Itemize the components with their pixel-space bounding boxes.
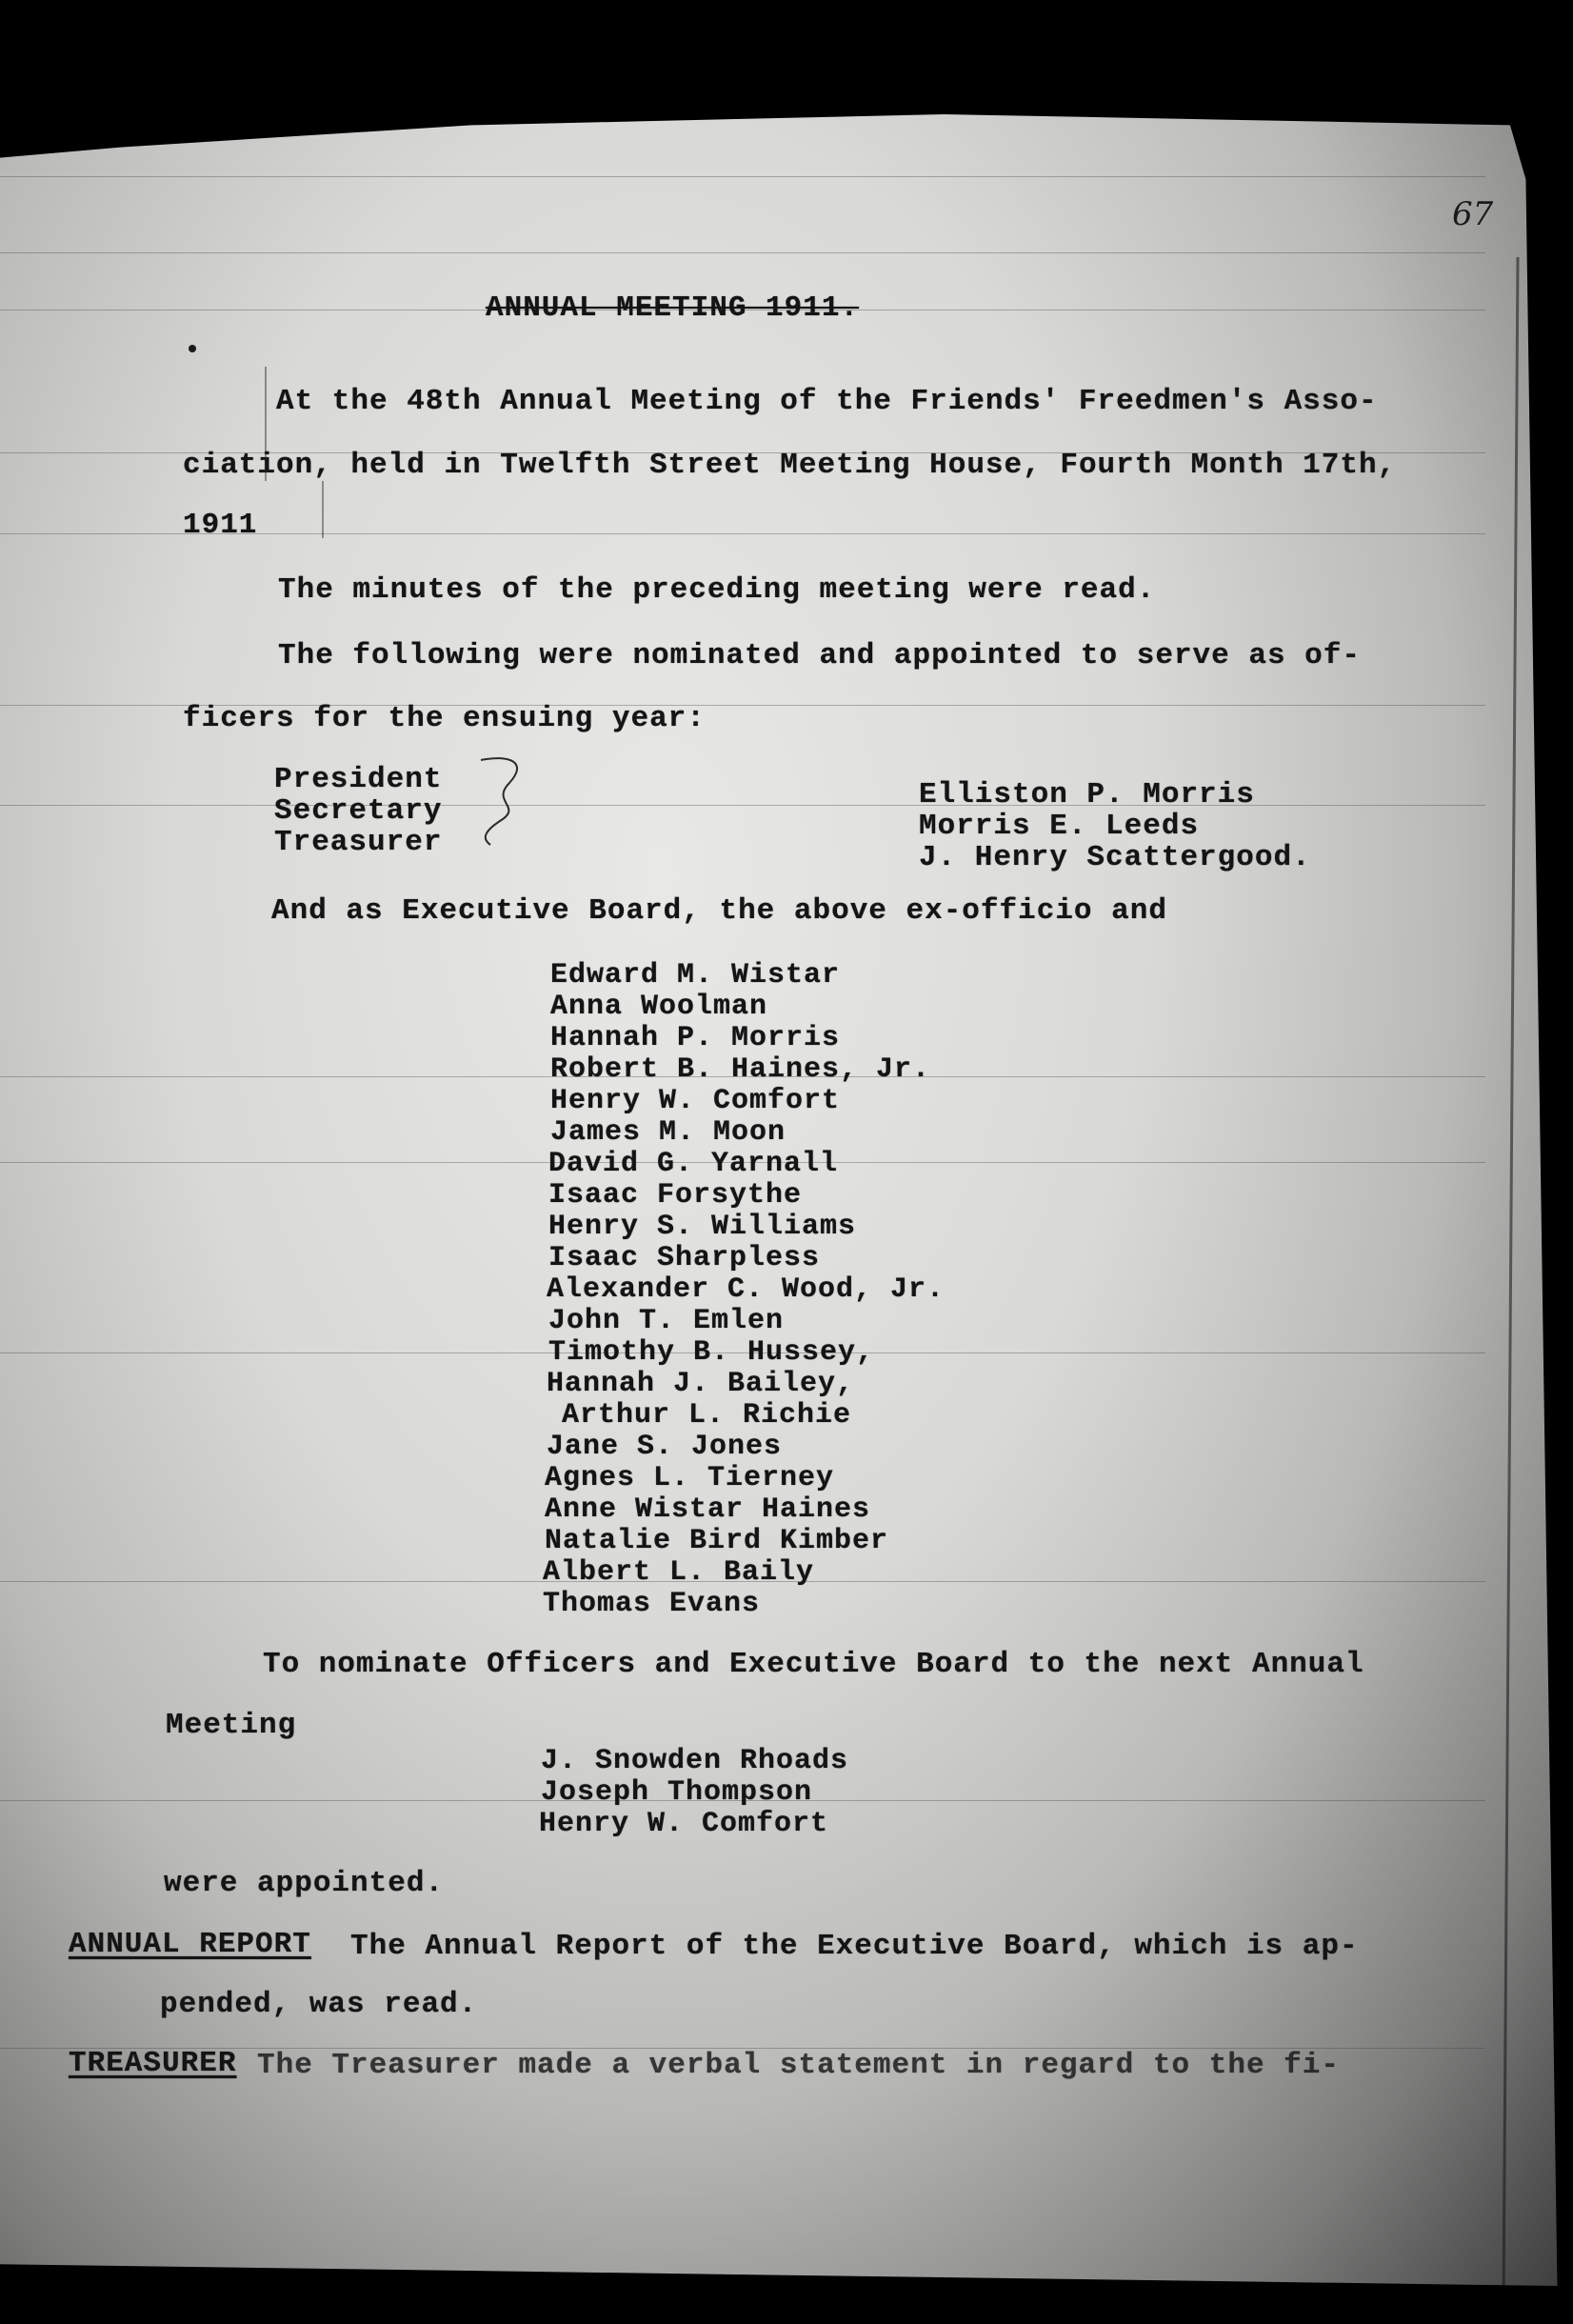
board-member: David G. Yarnall — [548, 1148, 839, 1180]
committee-member: Joseph Thompson — [541, 1776, 813, 1809]
nominated-line-2: ficers for the ensuing year: — [183, 702, 706, 735]
intro-line-3: 1911 — [183, 509, 258, 542]
board-member: John T. Emlen — [548, 1305, 785, 1337]
treasurer-heading: TREASURER — [69, 2047, 237, 2080]
board-member: Henry S. Williams — [548, 1211, 857, 1243]
bracket-squiggle-icon — [471, 754, 538, 850]
board-member: Alexander C. Wood, Jr. — [547, 1273, 946, 1306]
intro-line-1: At the 48th Annual Meeting of the Friends' Freedmen's Asso- — [276, 385, 1378, 418]
officer-role-secretary: Secretary — [274, 794, 443, 828]
board-member: Henry W. Comfort — [550, 1085, 841, 1117]
board-member: Anne Wistar Haines — [545, 1493, 871, 1526]
board-member: Isaac Sharpless — [548, 1242, 821, 1274]
nominate-line-1: To nominate Officers and Executive Board to the next Annual — [263, 1648, 1364, 1681]
board-member: Timothy B. Hussey, — [548, 1336, 875, 1369]
board-intro: And as Executive Board, the above ex-officio and — [271, 894, 1167, 928]
nominated-line-1: The following were nominated and appointed to serve as of- — [278, 639, 1361, 672]
officer-name-treasurer: J. Henry Scattergood. — [919, 841, 1311, 874]
board-member: Jane S. Jones — [547, 1431, 783, 1463]
were-appointed: were appointed. — [164, 1867, 445, 1900]
officer-name-secretary: Morris E. Leeds — [919, 810, 1200, 843]
pencil-mark — [322, 481, 324, 538]
board-member: Hannah J. Bailey, — [547, 1368, 855, 1400]
annual-report-line-2: pended, was read. — [160, 1988, 478, 2021]
intro-line-2: ciation, held in Twelfth Street Meeting House, Fourth Month 17th, — [183, 449, 1397, 482]
board-member: Robert B. Haines, Jr. — [550, 1053, 931, 1086]
treasurer-line-1: The Treasurer made a verbal statement in regard to the fi- — [257, 2049, 1340, 2082]
officer-name-president: Elliston P. Morris — [919, 778, 1255, 811]
board-member: Isaac Forsythe — [548, 1179, 803, 1212]
nominate-line-2: Meeting — [166, 1709, 297, 1742]
pencil-mark — [265, 367, 267, 481]
board-member: Hannah P. Morris — [550, 1022, 841, 1054]
board-member: James M. Moon — [550, 1116, 786, 1149]
board-member: Thomas Evans — [543, 1588, 761, 1620]
board-member: Albert L. Baily — [543, 1556, 815, 1589]
page-number: 67 — [1452, 195, 1494, 233]
board-member: Arthur L. Richie — [562, 1399, 852, 1432]
committee-member: Henry W. Comfort — [539, 1808, 829, 1840]
board-member: Agnes L. Tierney — [545, 1462, 835, 1494]
margin-dot — [189, 345, 196, 352]
document-title: ANNUAL MEETING 1911. — [486, 291, 860, 325]
page-edge — [1502, 257, 1519, 2286]
annual-report-heading: ANNUAL REPORT — [69, 1928, 311, 1961]
committee-member: J. Snowden Rhoads — [541, 1745, 849, 1777]
board-member: Anna Woolman — [550, 991, 768, 1023]
board-member: Edward M. Wistar — [550, 959, 841, 992]
officer-role-president: President — [274, 763, 443, 796]
board-member: Natalie Bird Kimber — [545, 1525, 889, 1557]
annual-report-line-1: The Annual Report of the Executive Board, which is ap- — [350, 1930, 1359, 1963]
minutes-line: The minutes of the preceding meeting were read. — [278, 573, 1156, 607]
officer-role-treasurer: Treasurer — [274, 826, 443, 859]
